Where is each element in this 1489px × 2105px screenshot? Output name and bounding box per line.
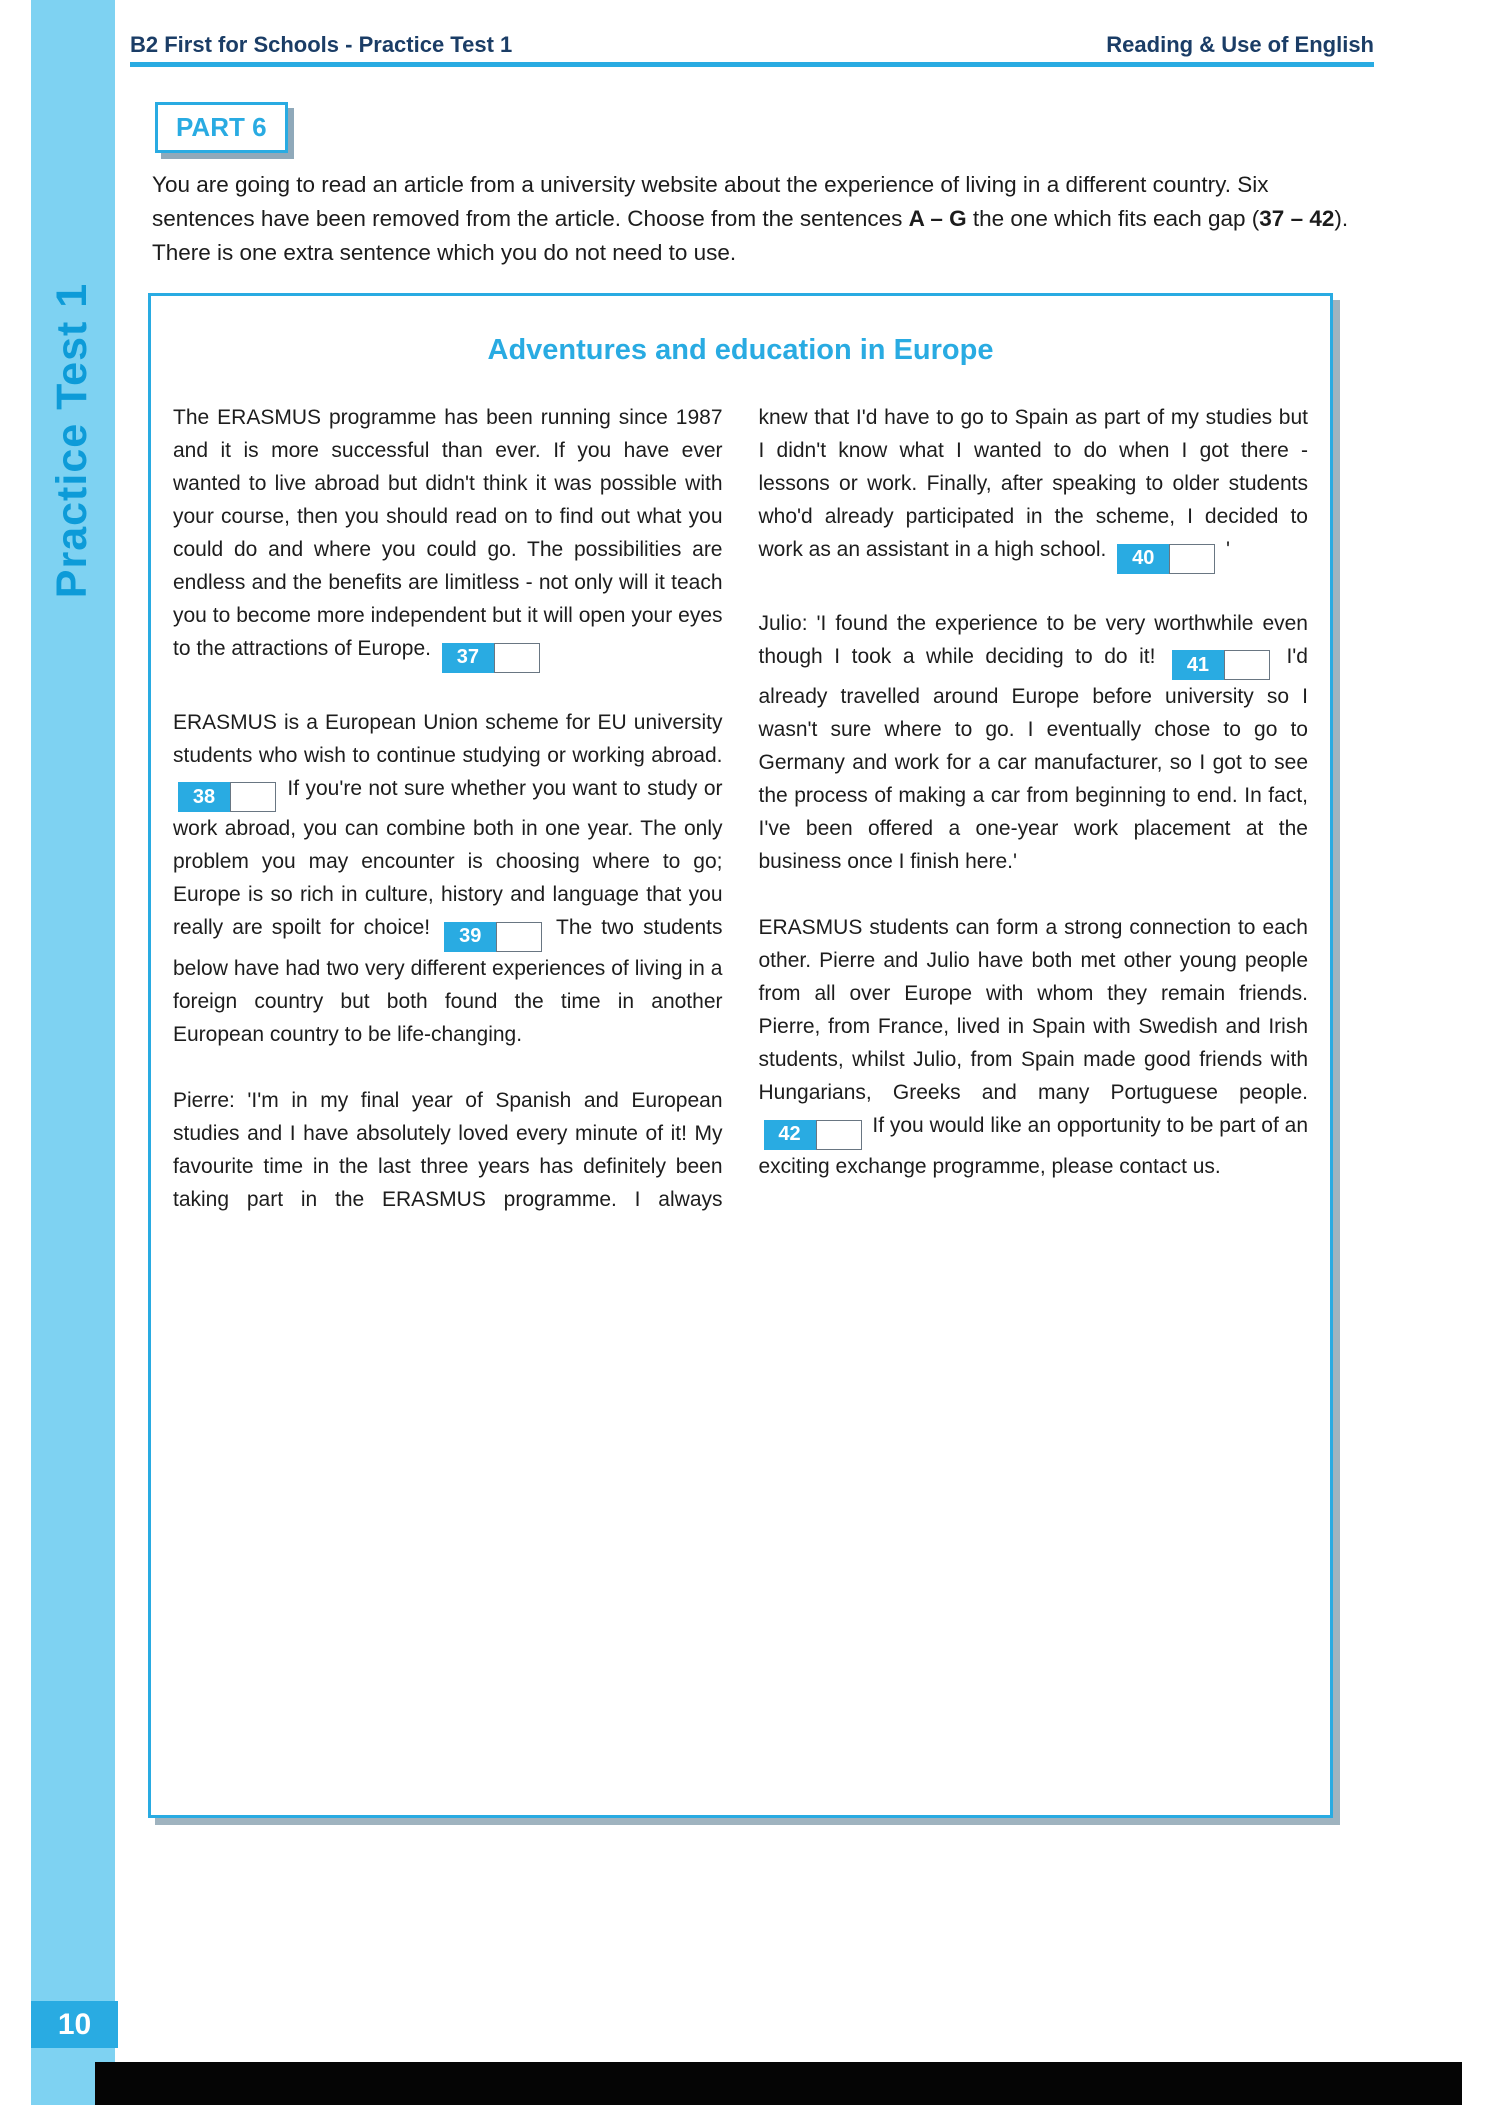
page-number: 10 [31,2001,118,2048]
gap-answer-box [230,782,276,812]
instructions-text-2: the one which fits each gap ( [966,206,1260,231]
instructions [152,168,1374,270]
gap-marker-41 [1172,650,1270,680]
article-paragraph [759,607,1309,879]
header-left-title: B2 First for Schools - Practice Test 1 [130,32,513,57]
gap-answer-box [816,1120,862,1150]
article-text-segment: I'd already travelled around Europe before university so I wasn't sure where to go. I eventually chose to go to Germany and work for a car manufacturer, so I got to see the process of making a car from beginning to end. In fact, I've been offered a one-year work placement at the business once I finish here.' [758,644,1308,873]
gap-answer-box [494,643,540,673]
gap-marker-39 [444,922,542,952]
gap-marker-42 [764,1120,862,1150]
article-columns [173,401,1308,1249]
gap-answer-box [1169,544,1215,574]
part-6-label: PART 6 [155,102,288,153]
instructions-text-3: ). There is one extra sentence which you do not need to use. [152,206,1349,265]
article-paragraph [759,911,1309,1183]
article-paragraph [173,401,723,673]
gap-number: 37 [442,643,494,673]
instructions-bold-range-numbers: 37 – 42 [1259,206,1335,231]
gap-number: 38 [178,782,230,812]
gap-number: 42 [764,1120,816,1150]
article-text-segment: ' [1220,538,1231,561]
article-text-segment: If you would like an opportunity to be part of an exciting exchange programme, please contact us. [758,1114,1308,1178]
gap-number: 39 [444,922,496,952]
header-rule [130,62,1374,67]
gap-number: 41 [1172,650,1224,680]
article-paragraph [759,401,1309,574]
article-column-left [173,401,723,1249]
page-header [130,32,1374,58]
gap-answer-box [1224,650,1270,680]
gap-marker-37 [442,643,540,673]
article-text-segment: Julio: 'I found the experience to be very worthwhile even though I took a while deciding to do it! [758,611,1308,668]
article-text-segment: The two students below have had two very different experiences of living in a foreign country but both found the time in another European country to be life-changing. [173,916,723,1046]
header-right-title: Reading & Use of English [1106,32,1374,57]
article-title: Adventures and education in Europe [487,334,994,366]
article-text-segment: If you're not sure whether you want to study or work abroad, you can combine both in one year. The only problem you may encounter is choosing where to go; Europe is so rich in culture, history and language that you really are spoilt for choice! [173,776,723,939]
article-text-segment: ERASMUS students can form a strong connection to each other. Pierre and Julio have both met other young people from all over Europe with whom they remain friends. Pierre, from France, lived in Spain with Swedish and Irish students, whilst Julio, from Spain made good friends with Hungarians, Greeks and many Portuguese people. [758,916,1308,1104]
gap-marker-38 [178,782,276,812]
bottom-bar [95,2062,1462,2105]
gap-answer-box [496,922,542,952]
sidebar-label-wrap [31,260,115,620]
article-box [148,293,1333,1818]
sidebar-label: Practice Test 1 [48,282,97,598]
article-text-segment: The ERASMUS programme has been running since 1987 and it is more successful than ever. If you have ever wanted to live abroad but didn't think it was possible with your course, then you should read on to find out what you could do and where you could go. The possibilities are endless and the benefits are limitless - not only will it teach you to become more independent but it will open your eyes to the attractions of Europe. [173,406,723,660]
instructions-text-1: You are going to read an article from a university website about the experience of living in a different country. Six sentences have been removed from the article. Choose from the sentences [152,172,1269,231]
article-text-segment: ERASMUS is a European Union scheme for EU university students who wish to continue studying or working abroad. [173,710,723,767]
article-text-segment: Pierre: 'I'm in my final year of Spanish and European studies and I have absolutely loved every minute of it! My favourite time in the last three years has definitely been taking part in the ERASMUS programme. I always [173,1088,723,1211]
gap-marker-40 [1117,544,1215,574]
instructions-bold-range-letters: A – G [908,206,967,231]
article-paragraph [173,706,723,1051]
article-column-right [759,401,1309,1249]
gap-number: 40 [1117,544,1169,574]
article-paragraph [173,1084,723,1216]
article-text-segment: knew that I'd have to go to Spain as part of my studies but I didn't know what I wanted to do when I got there - lessons or work. Finally, after speaking to older students who'd already participated in the scheme, I decided to work as an assistant in a high school. [758,406,1308,561]
